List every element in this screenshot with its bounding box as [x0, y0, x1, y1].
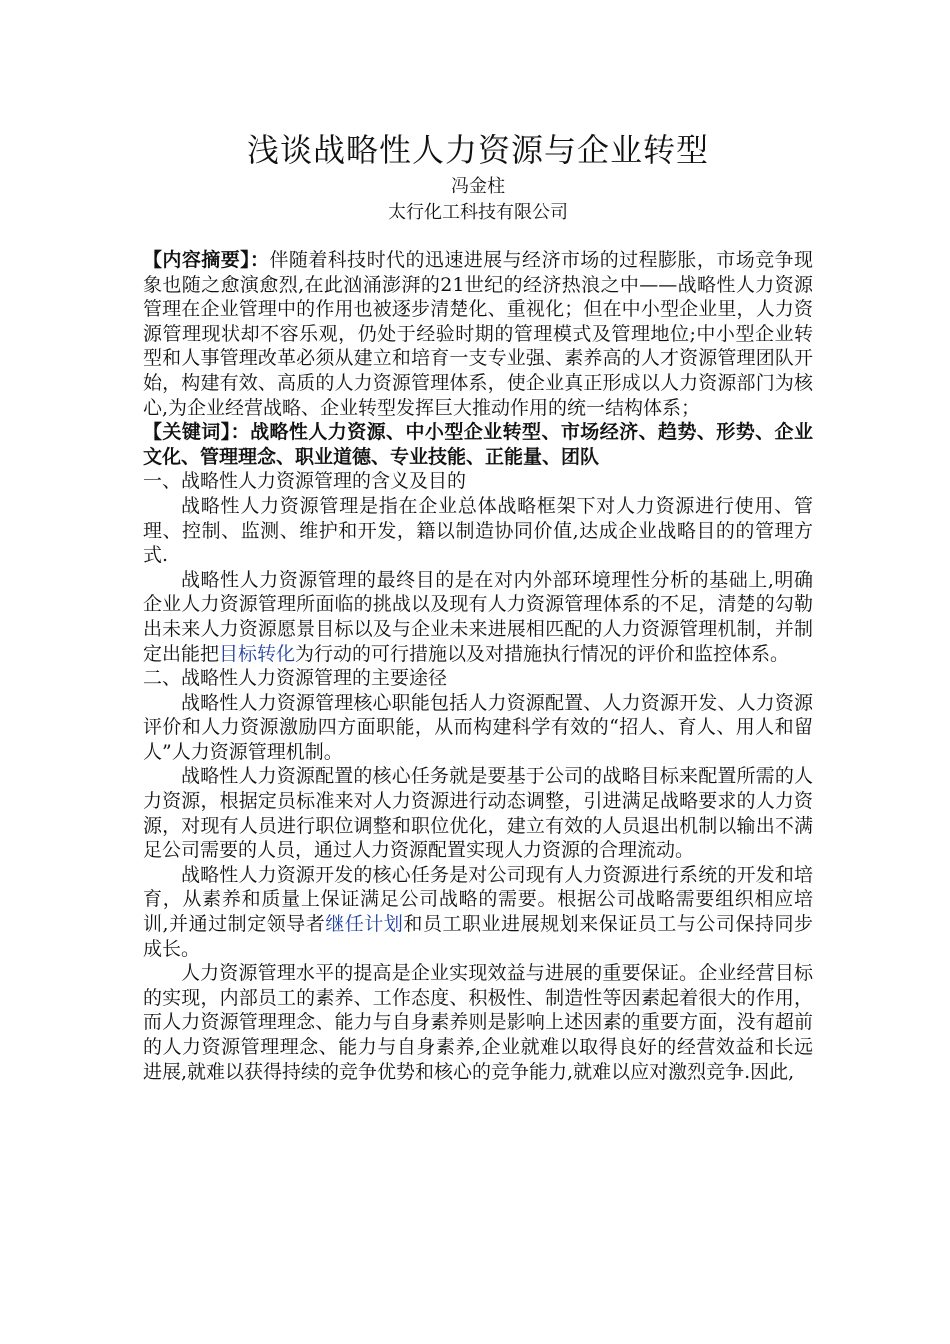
- author-name: 冯金柱: [451, 176, 505, 197]
- abstract: [143, 248, 813, 420]
- paragraph: 战略性人力资源管理是指在企业总体战略框架下对人力资源进行使用、管理、控制、监测、维护和开发，籍以制造协同价值,达成企业战略目的的管理方式.: [143, 494, 813, 567]
- goal-conversion-link[interactable]: 目标转化: [219, 642, 296, 665]
- paragraph-text: 战略性人力资源开发的核心任务是对公司现有人力资源进行系统的开发和培育，从素养和质量上保证满足公司战略的需要。根据公司战略需要组织相应培训,并通过制定领导者: [143, 863, 813, 936]
- section-heading-1: 一、战略性人力资源管理的含义及目的: [143, 470, 467, 493]
- section-heading-2: 二、战略性人力资源管理的主要途径: [143, 667, 448, 690]
- paragraph: 战略性人力资源管理核心职能包括人力资源配置、人力资源开发、人力资源评价和人力资源激励四方面职能，从而构建科学有效的“招人、育人、用人和留人”人力资源管理机制。: [143, 691, 813, 763]
- document-page: [143, 128, 813, 1084]
- paragraph-text: 和员工职业进展规划来保证员工与公司保持同步成长。: [143, 913, 813, 960]
- paragraph: 人力资源管理水平的提高是企业实现效益与进展的重要保证。企业经营目标的实现，内部员工的素养、工作态度、积极性、制造性等因素起着很大的作用，而人力资源管理理念、能力与自身素养则是影响上述因素的重要方面，没有超前的人力资源管理理念、能力与自身素养,企业就难以取得良好的经营效益和长远进展,就难以获得持续的竞争优势和核心的竞争能力,就难以应对激烈竞争.因此,: [143, 962, 813, 1083]
- paragraph: [143, 863, 813, 961]
- document-title: 浅谈战略性人力资源与企业转型: [246, 131, 709, 169]
- keywords-label: 【关键词】：: [143, 421, 251, 444]
- abstract-text: 伴随着科技时代的迅速进展与经济市场的过程膨胀，市场竞争现象也随之愈演愈烈,在此汹涌澎湃的21世纪的经济热浪之中——战略性人力资源管理在企业管理中的作用也被逐步清楚化、重视化；但在中小型企业里，人力资源管理现状却不容乐观，仍处于经验时期的管理模式及管理地位;中小型企业转型和人事管理改革必须从建立和培育一支专业强、素养高的人才资源管理团队开始，构建有效、高质的人力资源管理体系，使企业真正形成以人力资源部门为核心,为企业经营战略、企业转型发挥巨大推动作用的统一结构体系；: [143, 249, 813, 419]
- paragraph-text: 为行动的可行措施以及对措施执行情况的评价和监控体系。: [295, 642, 790, 665]
- paragraph: [143, 568, 813, 666]
- abstract-label: 【内容摘要】：: [143, 249, 270, 271]
- paragraph-text: 战略性人力资源管理的最终目的是在对内外部环境理性分析的基础上,明确企业人力资源管理所面临的挑战以及现有人力资源管理体系的不足，清楚的勾勒出未来人力资源愿景目标以及与企业未来进展相匹配的人力资源管理机制，并制定出能把: [143, 568, 813, 665]
- paragraph: 战略性人力资源配置的核心任务就是要基于公司的战略目标来配置所需的人力资源，根据定员标准来对人力资源进行动态调整，引进满足战略要求的人力资源，对现有人员进行职位调整和职位优化，建立有效的人员退出机制以输出不满足公司需要的人员，通过人力资源配置实现人力资源的合理流动。: [143, 765, 813, 862]
- company-name: 太行化工科技有限公司: [388, 202, 568, 223]
- keywords-text: 战略性人力资源、中小型企业转型、市场经济、趋势、形势、企业文化、管理理念、职业道德、专业技能、正能量、团队: [143, 421, 813, 468]
- keywords: [143, 420, 813, 469]
- succession-plan-link[interactable]: 继任计划: [325, 913, 404, 936]
